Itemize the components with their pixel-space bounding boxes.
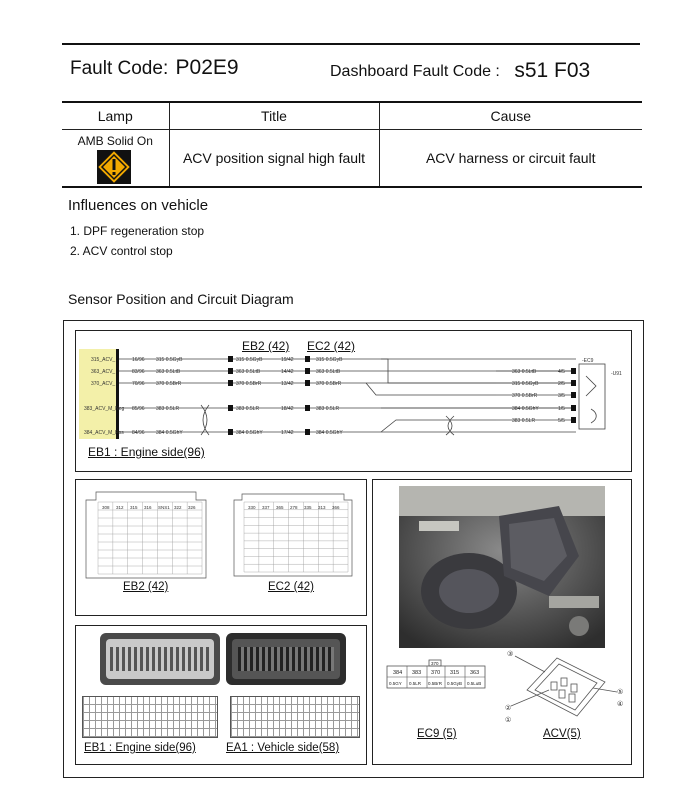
pin-a: 70/96 [132,381,145,387]
ea1-connector-photo [226,633,346,685]
eb2-cell: 322 [174,505,182,510]
acv-sensor-symbol [579,364,605,429]
acv-pin-label: ③ [507,651,514,658]
acv-tag: -U91 [611,371,622,377]
pin-end: 4/5 [558,369,565,375]
ec9-cell: 315 [450,670,460,676]
dashboard-fault-code [330,58,590,82]
dashboard-code-value: s51 F03 [514,59,591,82]
wire-c: 384 0.5GhY [316,430,343,436]
wire-d: 383 0.5LR [512,418,536,424]
circuit-svg [76,331,631,471]
wire-d: 370 0.5BrR [512,393,538,399]
node-label: 17/42 [281,430,294,436]
photo-panel [372,479,632,765]
ec9-wire: 0.5LR [409,681,422,686]
ea1-label: EA1 : Vehicle side(58) [226,742,340,754]
table-row [62,130,642,188]
col-cause: Cause [379,102,642,130]
eb2-cell: 316 [144,505,152,510]
eb2-cell: 312 [116,505,124,510]
wire-c: 370 0.5BrR [316,381,342,387]
ec9-wire: 0.5GyB [447,681,463,686]
influences-heading: Influences on vehicle [68,197,209,214]
acv-connector [505,648,629,728]
lamp-cell [62,130,169,188]
eb2-cell: 326 [188,505,196,510]
wire-a: 370 0.5BrR [156,381,182,387]
node-label: 13/42 [281,381,294,387]
sensor-heading: Sensor Position and Circuit Diagram [68,291,294,307]
wire-b: 363 0.5LtB [236,369,261,375]
pin-end: 1/5 [558,406,565,412]
wire-c: 363 0.5LtB [316,369,341,375]
wire-d: 315 0.5GyB [512,381,539,387]
ec2-cell: 366 [332,505,340,510]
amber-warning-icon [97,150,131,184]
top-rule [62,43,640,45]
circuit-diagram [75,330,632,472]
eb1-pin-grid [82,696,218,738]
acv-pin-label: ④ [617,701,624,708]
eb2-title: EB2 (42) [242,339,290,353]
connector-panel-eb1-ea1 [75,625,367,765]
node-label: 18/42 [281,406,294,412]
wire-c: 383 0.5LR [316,406,340,412]
col-title: Title [169,102,379,130]
ec2-title: EC2 (42) [307,339,356,353]
ec9-cell: 383 [412,670,422,676]
pin-end: 2/5 [558,381,565,387]
ec9-cell: 363 [470,670,480,676]
wire-a: 363 0.5LtB [156,369,181,375]
wire-a: 383 0.5LR [156,406,180,412]
ec9-top-cell: 370 [431,661,439,666]
ec9-wire: 0.5LuB [467,681,482,686]
ec9-wire: 0.5GY [389,681,402,686]
influence-item: 1. DPF regeneration stop [70,224,205,238]
ec2-cell: 278 [290,505,298,510]
ec2-cell: 337 [262,505,270,510]
wire-b: 370 0.5BrR [236,381,262,387]
acv-label: ACV(5) [543,728,581,740]
ec2-cell: 335 [304,505,312,510]
node-label: 14/42 [281,369,294,375]
acv-pin-label: ② [505,705,512,712]
eb1-label: EB1 : Engine side(96) [84,742,196,754]
fault-title: ACV position signal high fault [169,130,379,188]
eb2-cell: 308 [102,505,110,510]
ec9-connector [381,656,491,711]
wire-b: 315 0.5GyB [236,357,263,363]
pin-a: 16/96 [132,357,145,363]
table-header-row [62,102,642,130]
ec9-wire: 0.5BrR [428,681,443,686]
ec2-cell: 313 [318,505,326,510]
wire-a: 384 0.5GhY [156,430,183,436]
left-pin-label: 315_ACV_ [91,357,116,363]
left-pin-label: 383_ACV_M_Neg [84,406,125,412]
eb1-connector-photo [100,633,220,685]
connector-panel-eb2-ec2 [75,479,367,616]
col-lamp: Lamp [62,102,169,130]
eb2-cell: 315 [130,505,138,510]
dashboard-code-label: Dashboard Fault Code : [330,63,500,80]
wire-c: 315 0.5GyB [316,357,343,363]
pin-a: 84/96 [132,430,145,436]
ec2-label: EC2 (42) [268,581,315,593]
pin-end: 5/5 [558,418,565,424]
acv-photo [399,486,605,648]
lamp-status: AMB Solid On [77,134,153,148]
pin-a: 85/96 [132,406,145,412]
pin-a: 83/96 [132,369,145,375]
ec9-cell: 370 [431,670,441,676]
eb1-caption: EB1 : Engine side(96) [88,445,205,459]
ec9-tag: -EC9 [582,358,594,364]
eb2-ec2-grids [76,480,366,615]
wire-a: 315 0.5GyB [156,357,183,363]
ec2-cell: 365 [276,505,284,510]
fault-code [70,56,239,80]
wire-d: 384 0.5GhY [512,406,539,412]
ec9-label: EC9 (5) [417,728,457,740]
wire-b: 383 0.5LR [236,406,260,412]
influence-item: 2. ACV control stop [70,244,173,258]
ea1-pin-grid [230,696,360,738]
fault-info-table [62,101,642,188]
wire-d: 363 0.5LtB [512,369,537,375]
eb2-cell: SNS1 [158,505,170,510]
ec9-cell: 384 [393,670,403,676]
ec2-cell: 330 [248,505,256,510]
fault-cause: ACV harness or circuit fault [379,130,642,188]
eb2-label: EB2 (42) [123,581,169,593]
left-pin-label: 384_ACV_M_Pos [84,430,124,436]
acv-pin-label: ⑤ [617,689,624,696]
left-pin-label: 370_ACV_ [91,381,116,387]
fault-code-label: Fault Code: [70,58,169,79]
left-pin-label: 363_ACV_ [91,369,116,375]
acv-pin-label: ① [505,717,512,724]
pin-end: 3/5 [558,393,565,399]
fault-code-value: P02E9 [175,56,239,79]
node-label: 19/42 [281,357,294,363]
wire-b: 384 0.5GhY [236,430,263,436]
